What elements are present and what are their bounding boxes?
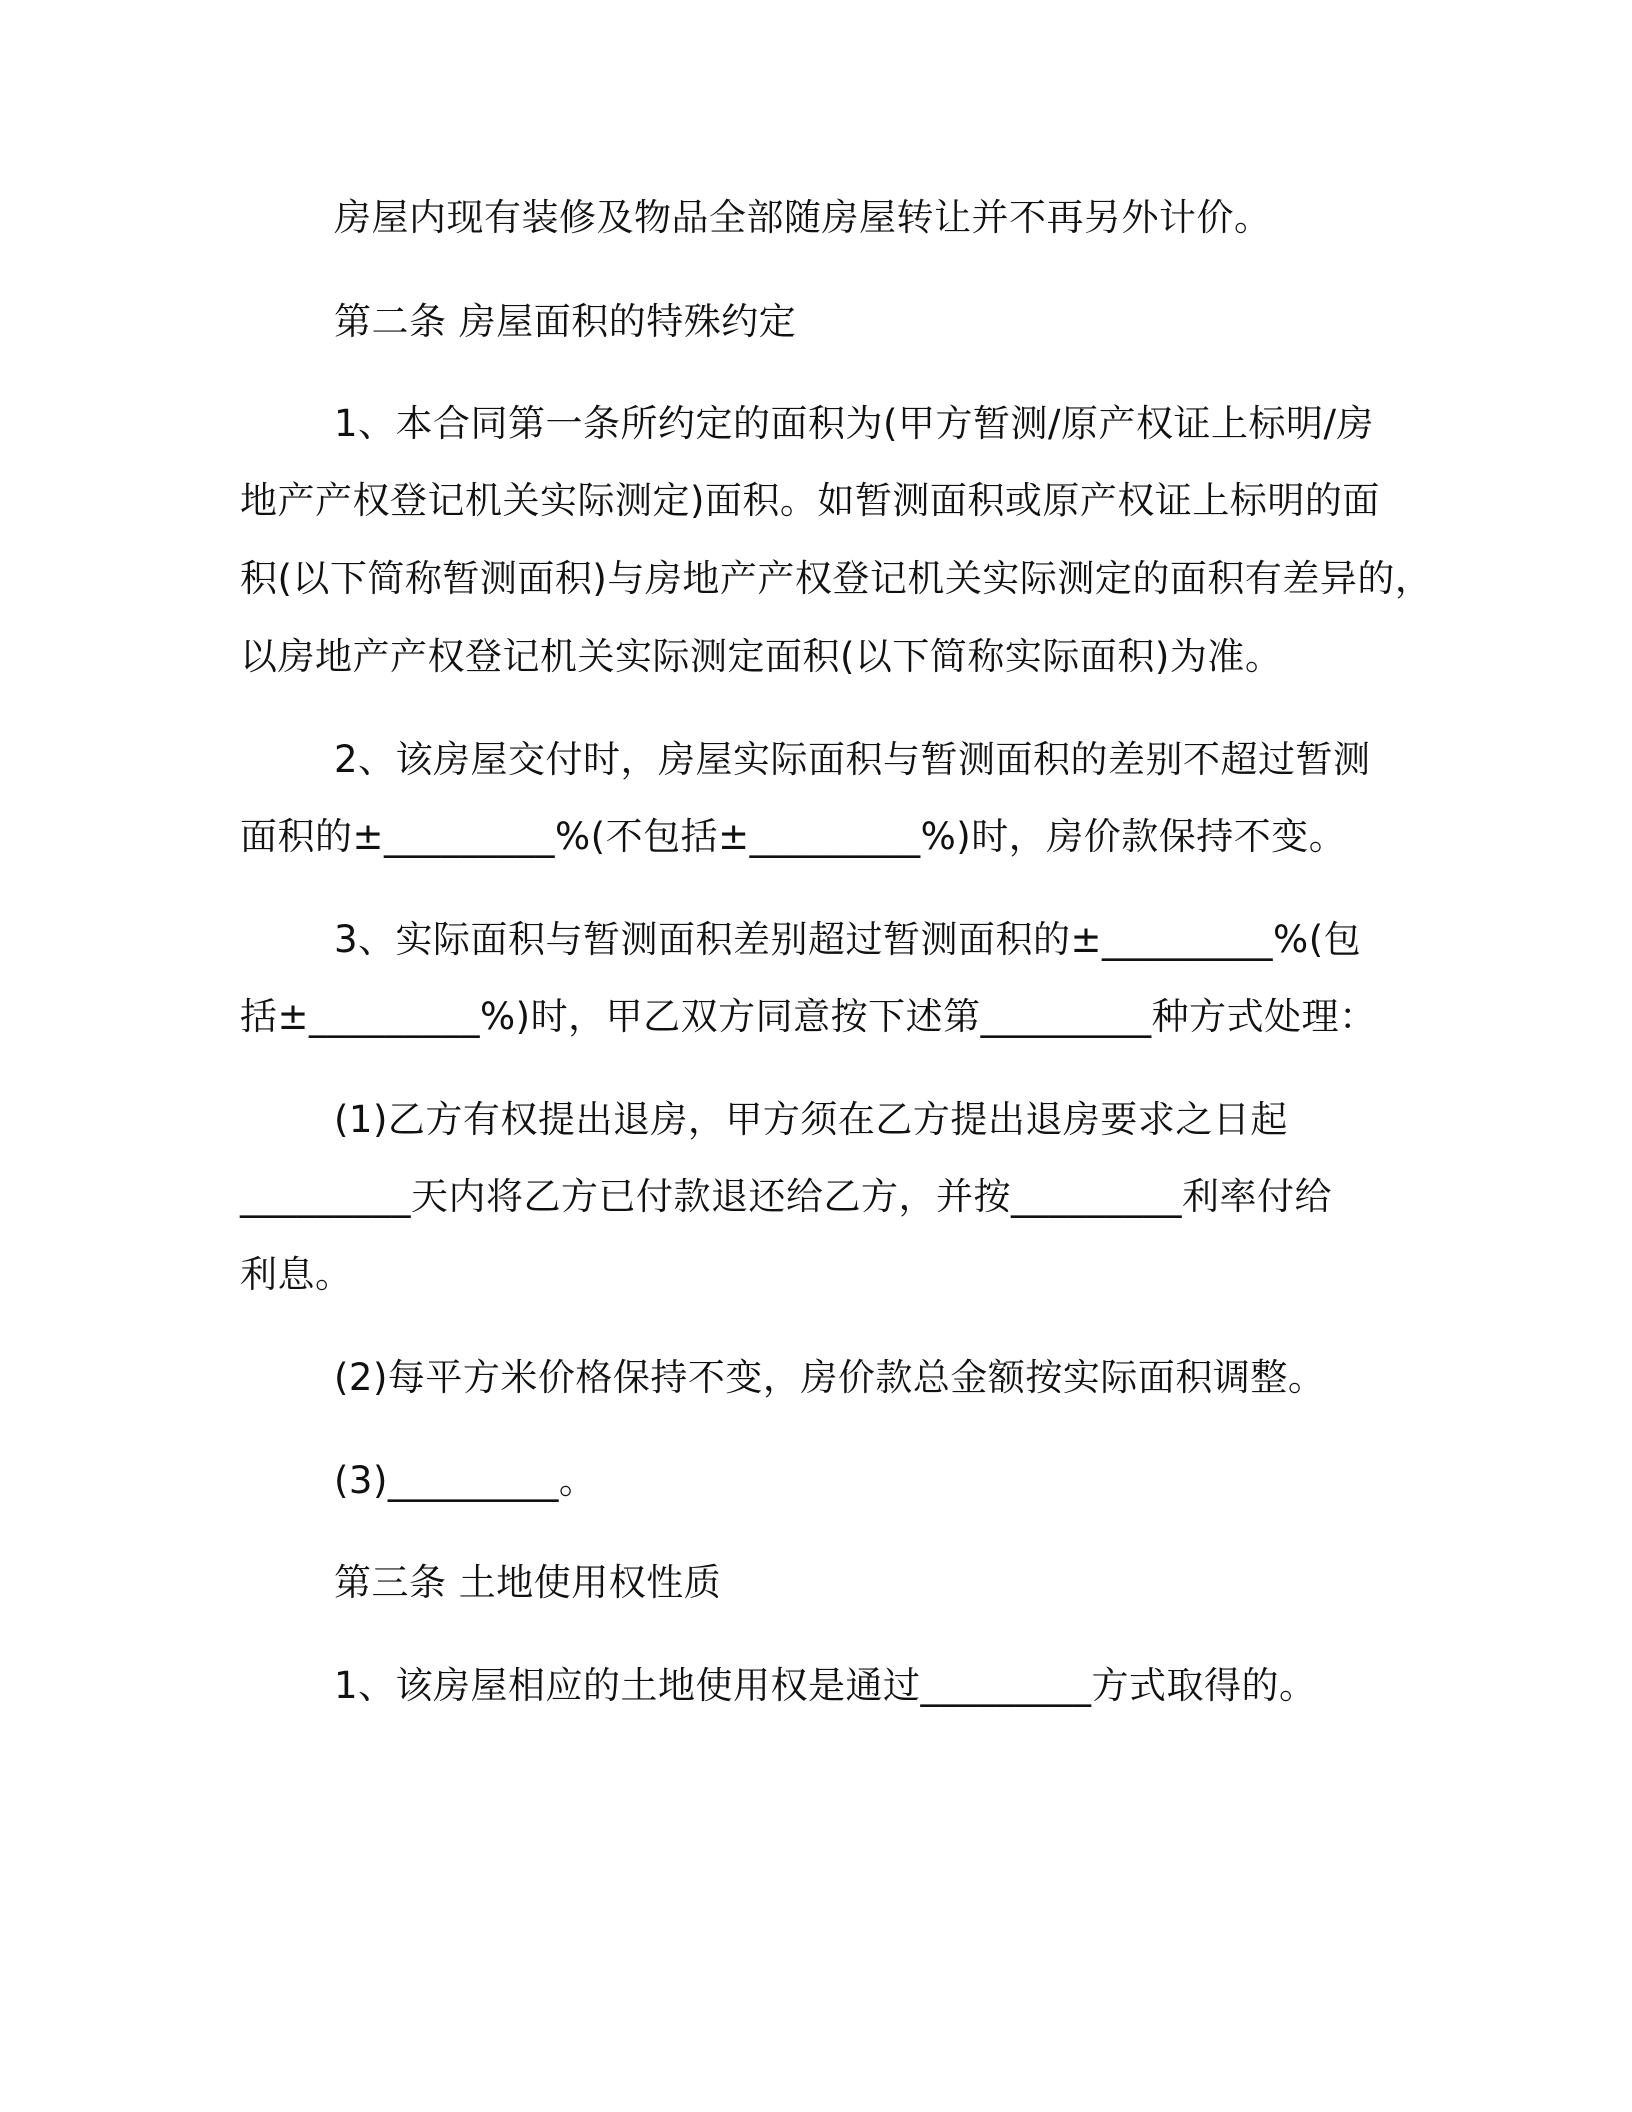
paragraph-line: (2)每平方米价格保持不变，房价款总金额按实际面积调整。 [334, 1356, 1326, 1399]
paragraph-line: 利息。 [240, 1253, 353, 1296]
paragraph-line: _________天内将乙方已付款退还给乙方，并按_________利率付给 [240, 1175, 1332, 1218]
paragraph-line: 面积的±_________%(不包括±_________%)时，房价款保持不变。 [240, 815, 1347, 858]
paragraph-line: 地产产权登记机关实际测定)面积。如暂测面积或原产权证上标明的面 [240, 479, 1380, 522]
paragraph-line: (3)_________。 [334, 1459, 597, 1502]
paragraph-line: 1、本合同第一条所约定的面积为(甲方暂测/原产权证上标明/房 [334, 402, 1374, 445]
paragraph-line: 以房地产产权登记机关实际测定面积(以下简称实际面积)为准。 [240, 635, 1283, 678]
paragraph-line: 1、该房屋相应的土地使用权是通过_________方式取得的。 [334, 1664, 1317, 1707]
paragraph-line: 2、该房屋交付时，房屋实际面积与暂测面积的差别不超过暂测 [334, 738, 1371, 781]
paragraph-line: 3、实际面积与暂测面积差别超过暂测面积的±_________%(包 [334, 918, 1362, 961]
section-heading: 第二条 房屋面积的特殊约定 [334, 300, 797, 343]
paragraph-line: 括±_________%)时，甲乙双方同意按下述第_________种方式处理： [240, 995, 1377, 1038]
paragraph-line: 房屋内现有装修及物品全部随房屋转让并不再另外计价。 [334, 196, 1272, 239]
paragraph-line: 积(以下简称暂测面积)与房地产产权登记机关实际测定的面积有差异的， [240, 557, 1433, 600]
section-heading: 第三条 土地使用权性质 [334, 1561, 722, 1604]
paragraph-line: (1)乙方有权提出退房，甲方须在乙方提出退房要求之日起 [334, 1098, 1288, 1141]
